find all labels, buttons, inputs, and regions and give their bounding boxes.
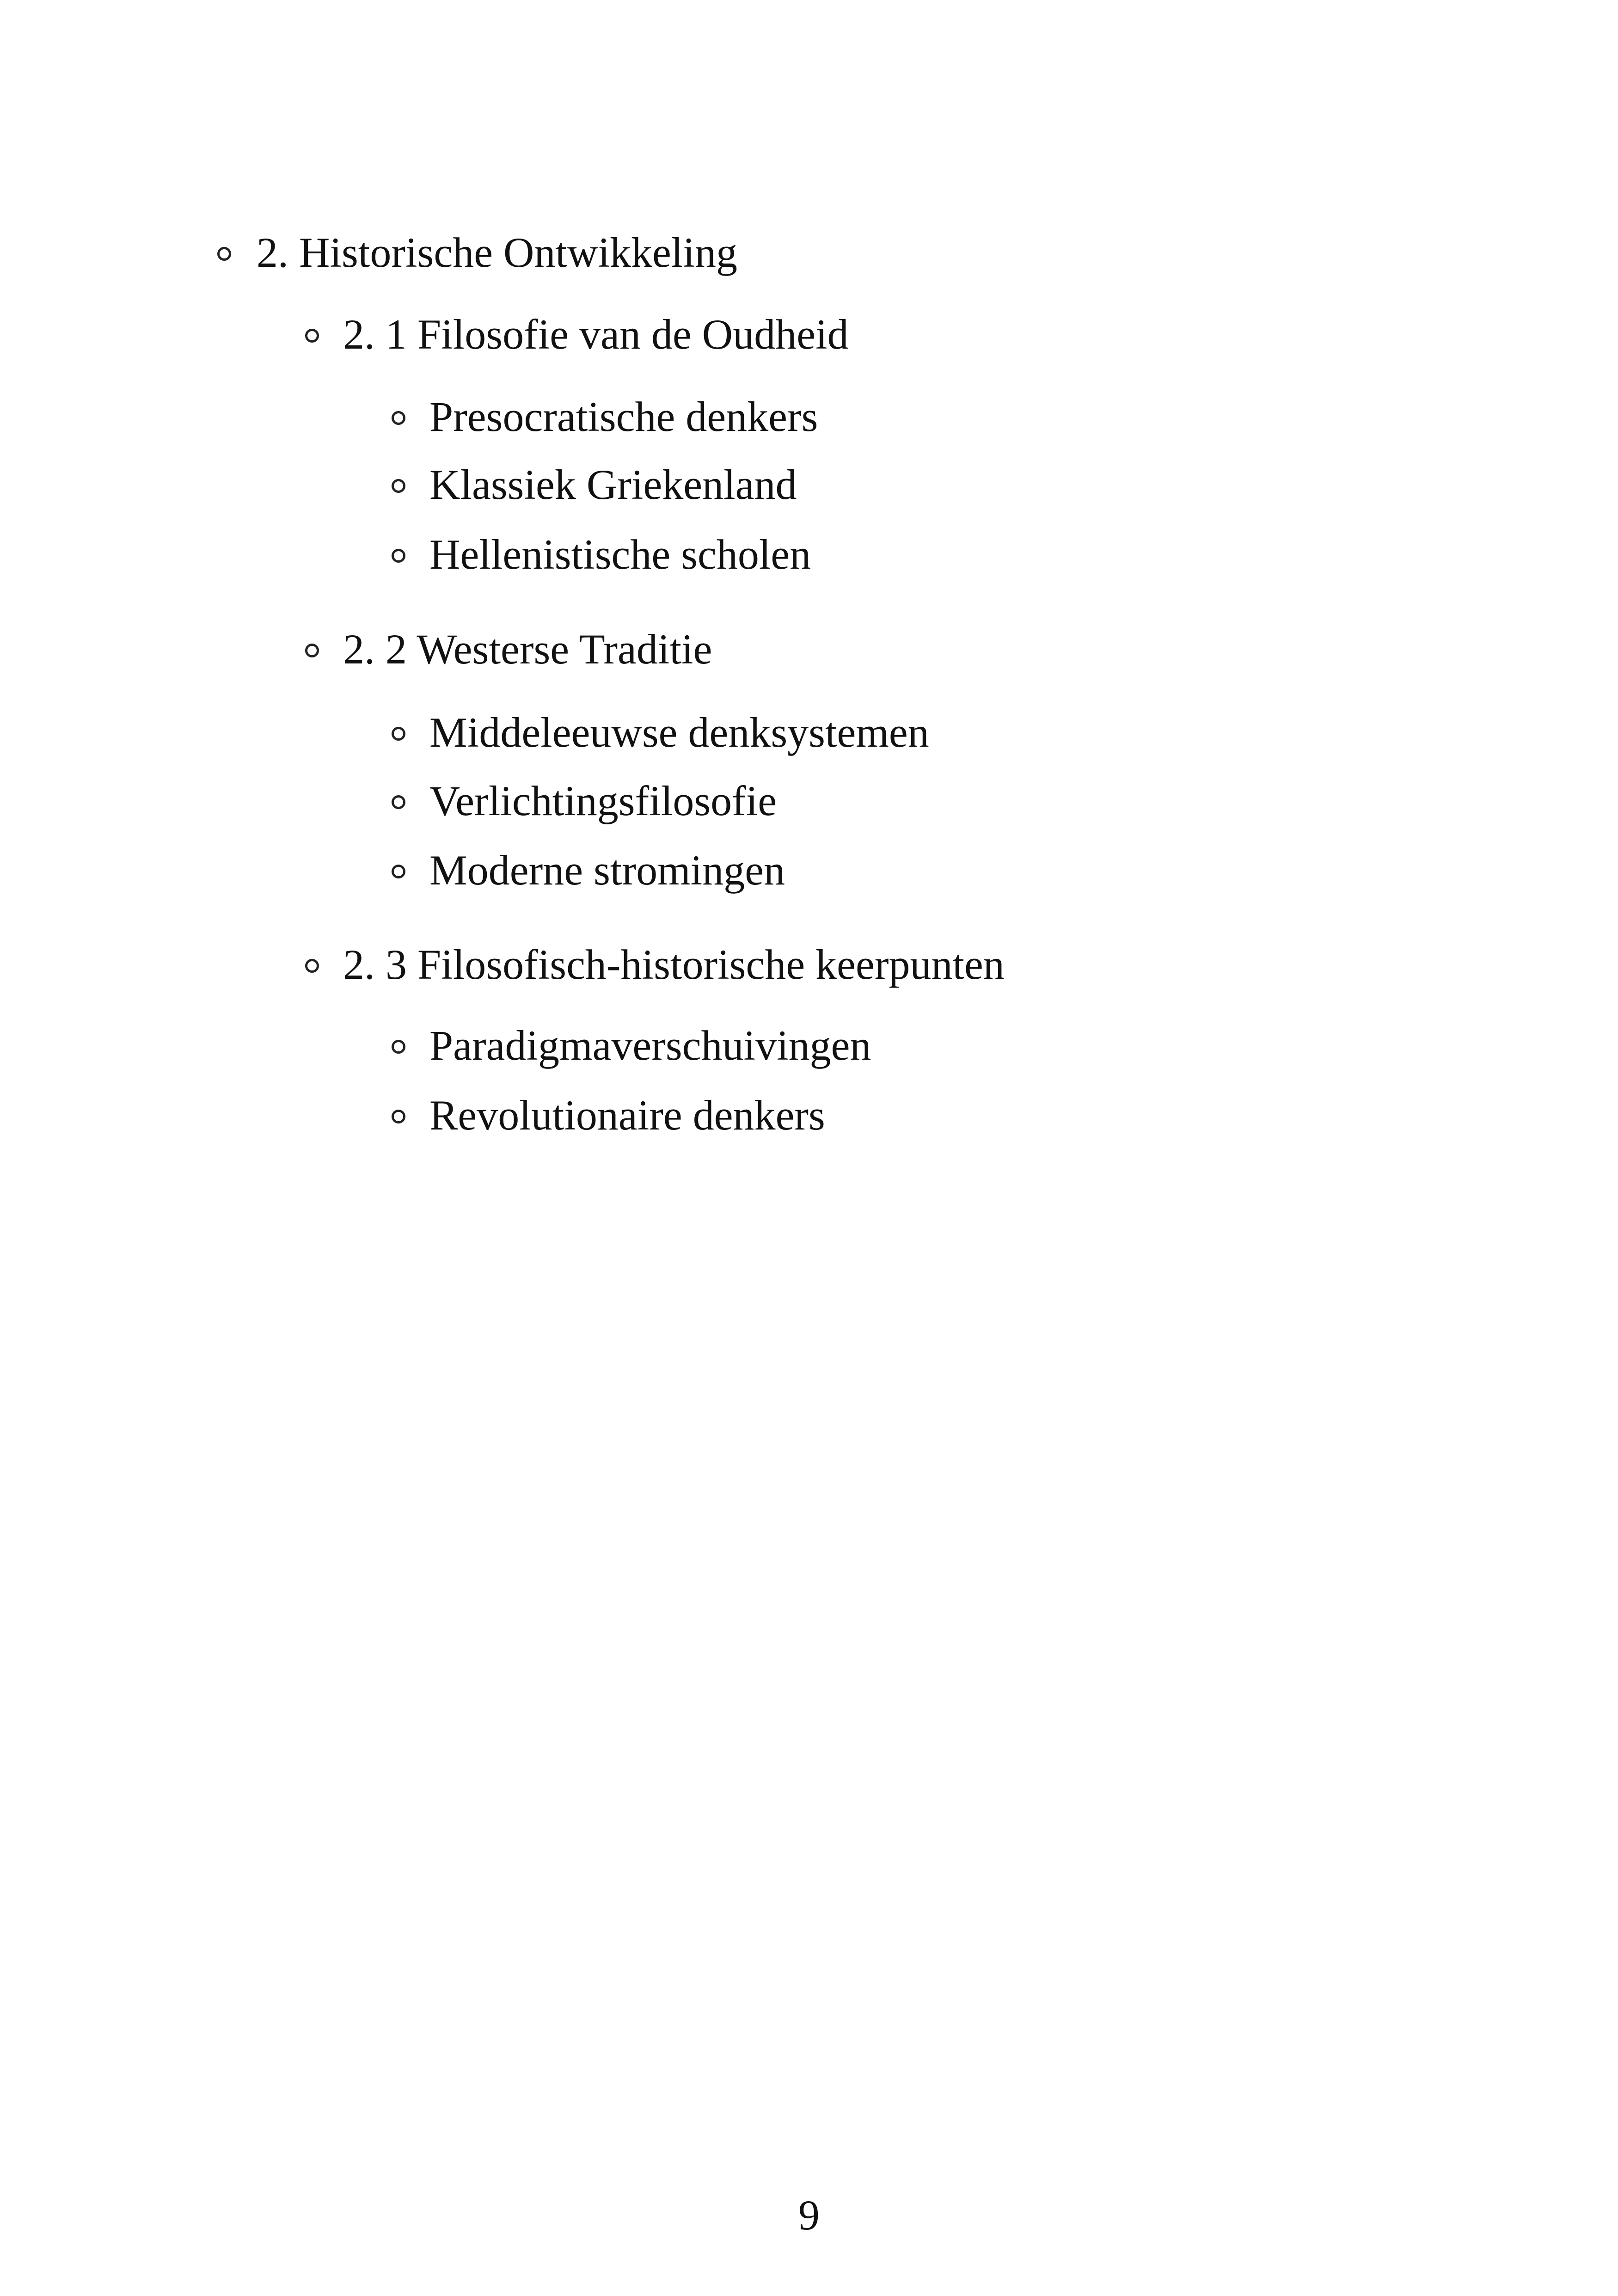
hollow-bullet-icon	[392, 1110, 405, 1123]
outline-item-label: Presocratische denkers	[429, 393, 818, 440]
hollow-bullet-icon	[392, 795, 405, 809]
hollow-bullet-icon	[305, 329, 319, 343]
hollow-bullet-icon	[392, 727, 405, 741]
hollow-bullet-icon	[217, 247, 231, 261]
hollow-bullet-icon	[392, 865, 405, 878]
hollow-bullet-icon	[392, 1040, 405, 1054]
hollow-bullet-icon	[392, 479, 405, 493]
outline-item-label: 2. 3 Filosofisch-historische keerpunten	[343, 941, 1005, 988]
outline-item-label: Paradigmaverschuivingen	[429, 1022, 871, 1069]
outline-item-label: Middeleeuwse denksystemen	[429, 709, 929, 756]
hollow-bullet-icon	[305, 959, 319, 973]
outline-item-label: Moderne stromingen	[429, 847, 785, 894]
page-number: 9	[798, 2192, 820, 2239]
outline-item-label: 2. 1 Filosofie van de Oudheid	[343, 311, 849, 358]
hollow-bullet-icon	[392, 411, 405, 425]
outline-item-label: Hellenistische scholen	[429, 531, 811, 578]
hollow-bullet-icon	[392, 549, 405, 563]
outline-item-label: 2. Historische Ontwikkeling	[257, 229, 737, 276]
outline-item-label: Klassiek Griekenland	[429, 461, 797, 508]
outline-item-label: Verlichtingsfilosofie	[429, 777, 777, 824]
outline-item-label: 2. 2 Westerse Traditie	[343, 626, 712, 673]
hollow-bullet-icon	[305, 644, 319, 657]
outline-item-label: Revolutionaire denkers	[429, 1092, 825, 1139]
